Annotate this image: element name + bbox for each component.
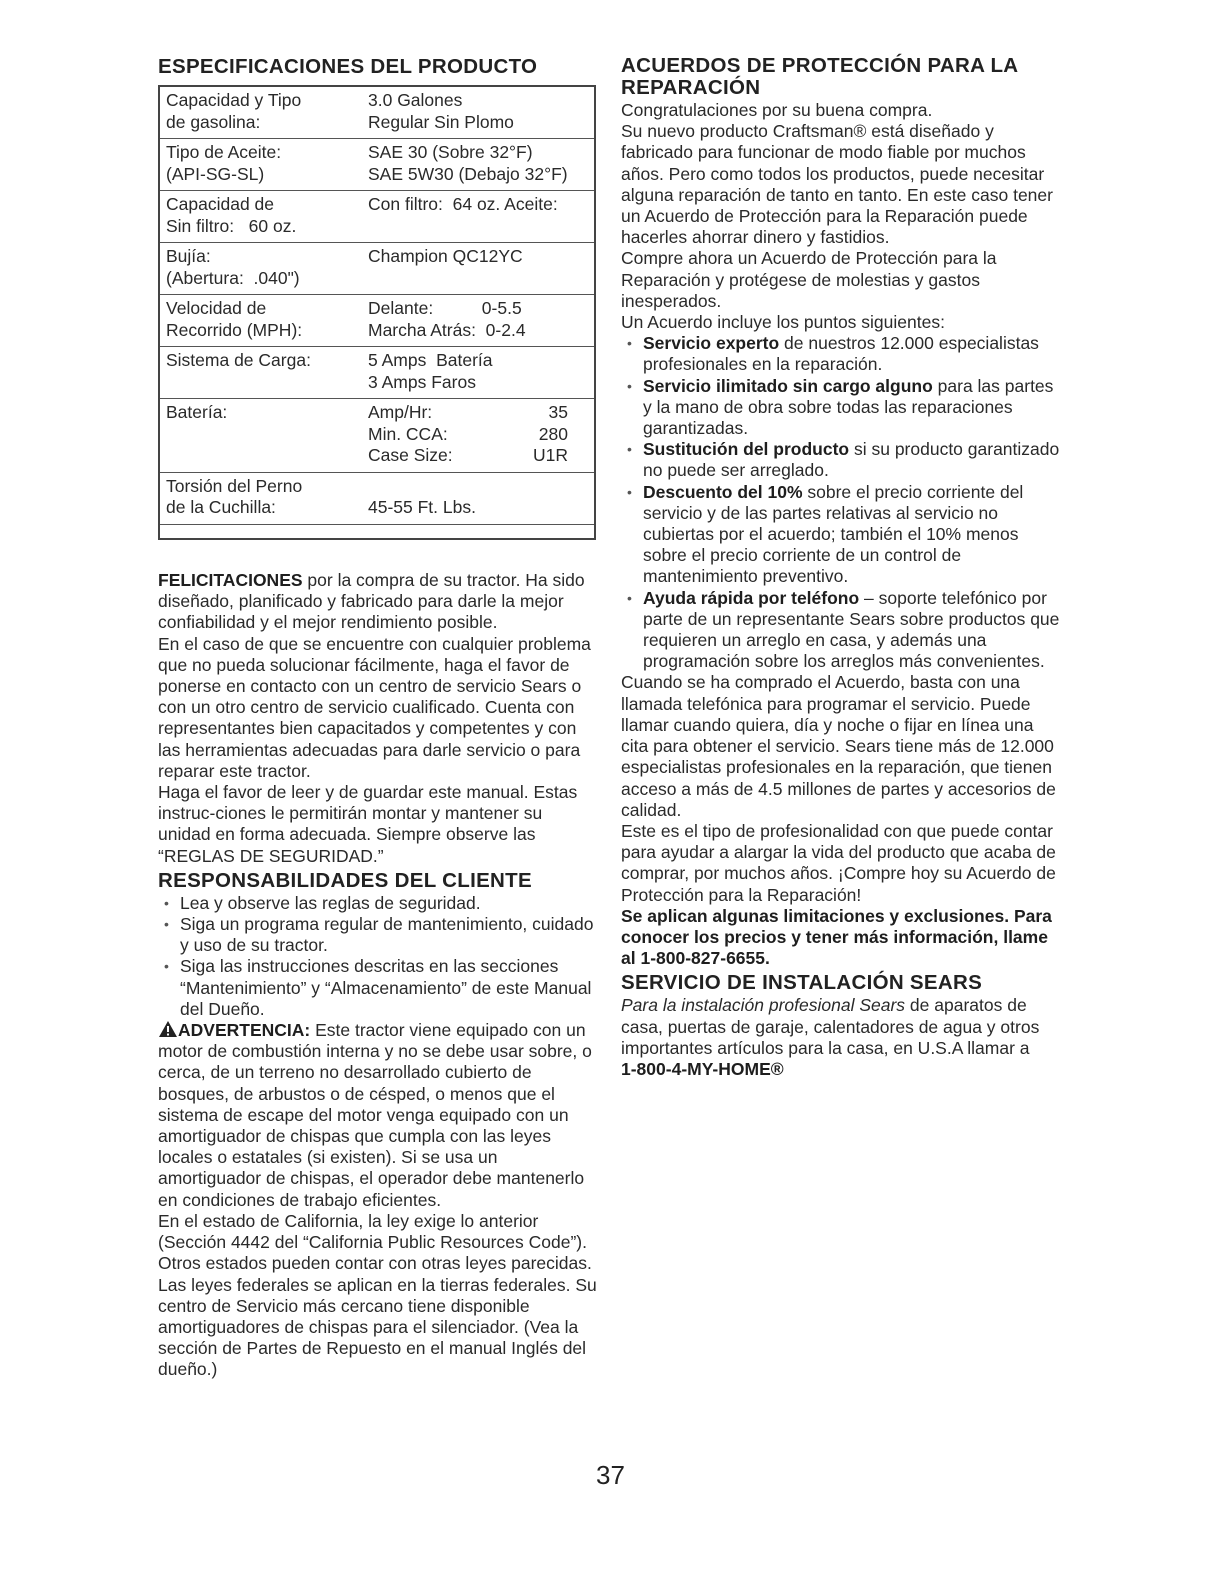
intro-line: Un Acuerdo incluye los puntos siguientes: <box>621 312 945 333</box>
page-number: 37 <box>596 1460 625 1490</box>
spec-label: Bujía: (Abertura: .040") <box>166 246 300 288</box>
list-item <box>621 439 1061 481</box>
installation-italic: Para la instalación profesional Sears <box>621 995 906 1016</box>
service-paragraph: Cuando se ha comprado el Acuerdo, basta con una llamada telefónica para programar el servicio. Puede llamar cuando quiera, día y noche o fijar en línea una cita para obtener el servicio. Sears tiene más de 12.000 especialistas profesionales en la reparación, que tienen acceso a más de 4.5 millones de partes y accesorios de calidad. <box>621 672 1056 820</box>
spec-label: Batería: <box>166 402 228 422</box>
warning-label: ADVERTENCIA: <box>178 1020 311 1041</box>
battery-key: Amp/Hr: <box>368 402 433 422</box>
responsibilities-list <box>158 893 598 1020</box>
spec-table-footer <box>160 525 594 540</box>
benefit-text: de nuestros 12.000 especialistas profesionales en la reparación. <box>643 333 1039 375</box>
congrats-paragraph <box>158 570 598 634</box>
spec-value: 3.0 Galones Regular Sin Plomo <box>368 90 514 132</box>
spec-row <box>160 191 594 243</box>
list-item <box>621 588 1061 673</box>
list-item: • Siga las instrucciones descritas en las secciones “Mantenimiento” y “Almacenamiento” de este Manual del Dueño. <box>158 956 598 1020</box>
spec-row <box>160 295 594 347</box>
spec-table <box>158 85 596 540</box>
benefit-text: – soporte telefónico por parte de un representante Sears sobre productos que requieren un arreglo en casa, y además una programación sobre los arreglos más convenientes. <box>643 587 1060 672</box>
battery-key: Case Size: <box>368 445 453 465</box>
congrats-text: por la compra de su tractor. Ha sido diseñado, planificado y fabricado para darle la mejor confiabilidad y el mejor rendimiento posible. <box>158 570 585 633</box>
installation-paragraph <box>621 995 1061 1059</box>
congrats-bold: FELICITACIONES <box>158 570 303 590</box>
warning-icon <box>158 1020 178 1038</box>
battery-values <box>368 402 568 467</box>
intro-paragraph: Su nuevo producto Craftsman® está diseñado y fabricado para funcionar de modo fiable por muchos años. Pero como todos los productos, puede necesitar alguna reparación de tanto en tanto. En este caso tener un Acuerdo de Protección para la Reparación puede hacerles ahorrar dinero y fastidios. <box>621 121 1053 248</box>
spec-value: 5 Amps Batería 3 Amps Faros <box>368 350 493 392</box>
benefit-bold: Descuento del 10% <box>643 481 803 502</box>
battery-key: Min. CCA: <box>368 423 448 444</box>
battery-value: 280 <box>538 423 568 444</box>
spec-row-torque <box>160 473 594 525</box>
warning-text: Este tractor viene equipado con un motor de combustión interna y no se debe usar sobre, o cerca, de un terreno no desarrollado cubierto de bosques, de arbustos o de césped, o menos que el sistema de escape del motor venga equipado con un amortiguador de chispas que cumpla con las leyes locales o estatales (si existen). Si se usa un amortiguador de chispas, el operador debe mantenerlo en condiciones de trabajo eficientes. <box>158 1020 592 1210</box>
spec-row <box>160 87 594 139</box>
list-item: • Siga un programa regular de mantenimiento, cuidado y uso de su tractor. <box>158 914 598 956</box>
spec-label: Velocidad de Recorrido (MPH): <box>166 298 303 340</box>
benefit-bold: Servicio experto <box>643 333 780 354</box>
spec-row <box>160 347 594 399</box>
protection-title: ACUERDOS DE PROTECCIÓN PARA LA REPARACIÓN <box>621 54 1018 99</box>
spec-value: Con filtro: 64 oz. Aceite: <box>368 194 558 214</box>
benefit-bold: Ayuda rápida por teléfono <box>643 587 860 608</box>
spec-row-battery <box>160 399 594 473</box>
spec-label: Torsión del Perno de la Cuchilla: <box>166 475 303 517</box>
list-item: • Lea y observe las reglas de seguridad. <box>158 893 598 914</box>
benefit-bold: Servicio ilimitado sin cargo alguno <box>643 375 933 396</box>
installation-text: de aparatos de casa, puertas de garaje, calentadores de agua y otros importantes artículos para la casa, en U.S.A llamar a <box>621 995 1040 1058</box>
spec-value: Delante: 0-5.5 Marcha Atrás: 0-2.4 <box>368 298 526 340</box>
benefit-text: sobre el precio corriente del servicio y de las partes relativas al servicio no cubiertas por el acuerdo; también el 10% menos sobre el precio corriente de un control de mantenimiento preventivo. <box>643 481 1024 587</box>
spec-label: Capacidad de Sin filtro: 60 oz. <box>166 194 297 236</box>
list-item <box>621 376 1061 440</box>
spec-label: Capacidad y Tipo de gasolina: <box>166 90 302 132</box>
benefits-list <box>621 333 1061 672</box>
benefit-text: si su producto garantizado no puede ser arreglado. <box>643 439 1060 481</box>
battery-value: 35 <box>548 402 568 422</box>
spec-value: SAE 30 (Sobre 32°F) SAE 5W30 (Debajo 32°F) <box>368 142 568 184</box>
installation-title: SERVICIO DE INSTALACIÓN SEARS <box>621 971 983 995</box>
manual-paragraph: Haga el favor de leer y de guardar este manual. Estas instruc-ciones le permitirán montar y mantener su unidad en forma adecuada. Siempre observe las “REGLAS DE SEGURIDAD.” <box>158 782 578 866</box>
service-paragraph: En el caso de que se encuentre con cualquier problema que no pueda solucionar fácilmente, haga el favor de ponerse en contacto con un centro de servicio Sears o con un otro centro de servicio cualificado. Cuenta con representantes bien capacitados y competentes y con las herramientas adecuadas para darle servicio o para reparar este tractor. <box>158 633 591 781</box>
list-item <box>621 333 1061 375</box>
warning-paragraph <box>158 1020 598 1211</box>
benefit-text: para las partes y la mano de obra sobre todas las reparaciones garantizadas. <box>643 375 1054 439</box>
spec-label: Sistema de Carga: <box>166 350 311 370</box>
intro-paragraph: Compre ahora un Acuerdo de Protección para la Reparación y protégese de molestias y gastos inesperados. <box>621 248 997 311</box>
battery-value: U1R <box>532 445 568 465</box>
list-item <box>621 482 1061 588</box>
intro-line: Congratulaciones por su buena compra. <box>621 100 933 120</box>
spec-title: ESPECIFICACIONES DEL PRODUCTO <box>158 55 538 78</box>
spec-value: Champion QC12YC <box>368 246 523 266</box>
benefit-bold: Sustitución del producto <box>643 439 850 460</box>
spec-row <box>160 139 594 191</box>
left-body <box>158 570 598 1381</box>
professionalism-paragraph: Este es el tipo de profesionalidad con que puede contar para ayudar a alargar la vida del producto que acaba de comprar, por muchos años. ¡Compre hoy su Acuerdo de Protección para la Reparación! <box>621 820 1056 905</box>
right-body <box>621 100 1061 1080</box>
spec-value: 45-55 Ft. Lbs. <box>368 497 476 517</box>
spec-label: Tipo de Aceite: (API-SG-SL) <box>166 142 282 184</box>
spec-row <box>160 243 594 295</box>
installation-phone: 1-800-4-MY-HOME® <box>621 1058 784 1079</box>
responsibilities-title: RESPONSABILIDADES DEL CLIENTE <box>158 868 532 892</box>
limitations-paragraph: Se aplican algunas limitaciones y exclusiones. Para conocer los precios y tener más información, llame al 1-800-827-6655. <box>621 905 1052 969</box>
california-paragraph: En el estado de California, la ley exige lo anterior (Sección 4442 del “California Public Resources Code”). Otros estados pueden contar con otras leyes parecidas. Las leyes federales se aplican en la tierras federales. Su centro de Servicio más cercano tiene disponible amortiguadores de chispas para el silenciador. (Vea la sección de Partes de Repuesto en el manual Inglés del dueño.) <box>158 1210 597 1380</box>
